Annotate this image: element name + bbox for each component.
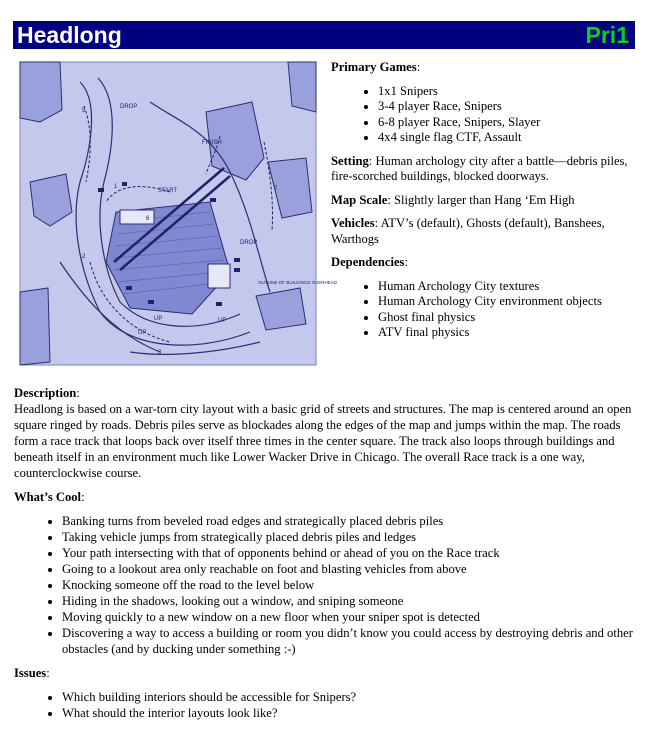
doc-title: Headlong <box>17 22 122 48</box>
list-item: • Going to a lookout area only reachable on foot and blasting vehicles from above <box>62 561 638 577</box>
list-item: • Moving quickly to a new window on a new floor when your sniper spot is detected <box>62 609 638 625</box>
issues-list <box>14 689 638 721</box>
map-label-start: START <box>158 188 178 194</box>
map-label-2: 2 <box>82 254 86 260</box>
priority-label: Pri1 <box>585 22 629 48</box>
issues-label: Issues <box>14 666 47 680</box>
list-item: • Discovering a way to access a building or room you didn’t know you could access by destroying debris and other obstacles (and by ducking under something :-) <box>62 625 638 657</box>
primary-games-list <box>331 84 636 146</box>
whats-cool-list <box>14 513 638 657</box>
map-label-drop-right: DROP <box>240 240 258 246</box>
map-label-up-3: UP <box>218 318 227 324</box>
list-item: • Human Archology City textures <box>378 279 636 295</box>
map-scale-text: Slightly larger than Hang ‘Em High <box>393 192 575 207</box>
dependencies-list <box>331 279 636 341</box>
map-label-5: 5 <box>82 108 86 114</box>
primary-games-label: Primary Games <box>331 60 417 74</box>
list-item: • Banking turns from beveled road edges and strategically placed debris piles <box>62 513 638 529</box>
list-item: • 4x4 single flag CTF, Assault <box>378 130 636 146</box>
list-item: • Ghost final physics <box>378 310 636 326</box>
list-item: • ATV final physics <box>378 325 636 341</box>
list-item: • Which building interiors should be accessible for Snipers? <box>62 689 638 705</box>
setting-label: Setting <box>331 153 369 168</box>
map-scale-label: Map Scale <box>331 192 388 207</box>
list-item: • 3-4 player Race, Snipers <box>378 99 636 115</box>
list-item: • What should the interior layouts look like? <box>62 705 638 721</box>
map-label-up-1: UP <box>138 330 147 336</box>
map-label-up-2: UP <box>154 316 163 322</box>
list-item: • Knocking someone off the road to the level below <box>62 577 638 593</box>
right-column: Primary Games: • 1x1 Snipers • 3-4 player Race, Snipers • 6-8 player Race, Snipers, Slayer • 4x4 single flag CTF, Assault Setting: Human archology city after a battle—debris piles, fire-scorched buildings, blocked doorways. Map Scale: Slightly larger than Hang ‘Em High Vehicles: ATV’s (default), Ghosts (default), Banshees, Warthogs Dependencies: • Human Archology City textures • Human Archology City environment objects • Ghost final physics • ATV final physics <box>331 60 636 349</box>
whats-cool-label: What’s Cool <box>14 490 82 504</box>
dependencies-label: Dependencies <box>331 255 405 269</box>
list-item: • Your path intersecting with that of opponents behind or ahead of you on the Race track <box>62 545 638 561</box>
map-label-6: 6 <box>146 216 150 222</box>
list-item: • 1x1 Snipers <box>378 84 636 100</box>
map-sketch <box>20 62 338 365</box>
description-text: Headlong is based on a war-torn city layout with a basic grid of streets and structures. The map is centered around an open square ringed by roads. Debris piles serve as blockades along the edges of the map and jumps within the map. The roads form a race track that loops back over itself three times in the center square. The track also loops through buildings and beneath itself in an environment much like Lower Wacker Drive in Chicago. The overall Race track is a one way, counterclockwise course. <box>14 402 632 480</box>
list-item: • Hiding in the shadows, looking out a window, and sniping someone <box>62 593 638 609</box>
setting-text: Human archology city after a battle—debris piles, fire-scorched buildings, blocked doorways. <box>331 153 628 183</box>
vehicles-label: Vehicles <box>331 216 375 230</box>
map-label-7: 7 <box>274 186 278 192</box>
map-label-overhead: OUTLINE OF BUILDINGS OVERHEAD <box>258 280 338 285</box>
title-bar <box>13 21 635 49</box>
list-item: • Taking vehicle jumps from strategically placed debris piles and ledges <box>62 529 638 545</box>
list-item: • 6-8 player Race, Snipers, Slayer <box>378 115 636 131</box>
map-label-finish: FINISH <box>202 140 222 146</box>
lower-section: Description: Headlong is based on a war-torn city layout with a basic grid of streets and structures. The map is centered around an open square ringed by roads. Debris piles serve as blockades along the edges of the map and jumps within the map. The roads form a race track that loops back over itself three times in the center square. The track also loops through buildings and beneath itself in an environment much like Lower Wacker Drive in Chicago. The overall Race track is a one way, counterclockwise course. What’s Cool: • Banking turns from beveled road edges and strategically placed debris piles • Taking vehicle jumps from strategically placed debris piles and ledges • Your path intersecting with that of opponents behind or ahead of you on the Race track • Going to a lookout area only reachable on foot and blasting vehicles from above • Knocking someone off the road to the level below • Hiding in the shadows, looking out a window, and sniping someone • Moving quickly to a new window on a new floor when your sniper spot is detected • Discovering a way to access a building or room you didn’t know you could access by destroying debris and other obstacles (and by ducking under something :-) Issues: • Which building interiors should be accessible for Snipers? • What should the interior layouts look like? <box>14 385 638 729</box>
map-label-3: 3 <box>158 350 162 356</box>
map-label-1: 1 <box>114 184 118 190</box>
vehicles-text: ATV’s (default), Ghosts (default), Banshees, Warthogs <box>331 216 605 246</box>
map-label-drop-top: DROP <box>120 104 138 110</box>
list-item: • Human Archology City environment objects <box>378 294 636 310</box>
description-label: Description <box>14 386 77 400</box>
